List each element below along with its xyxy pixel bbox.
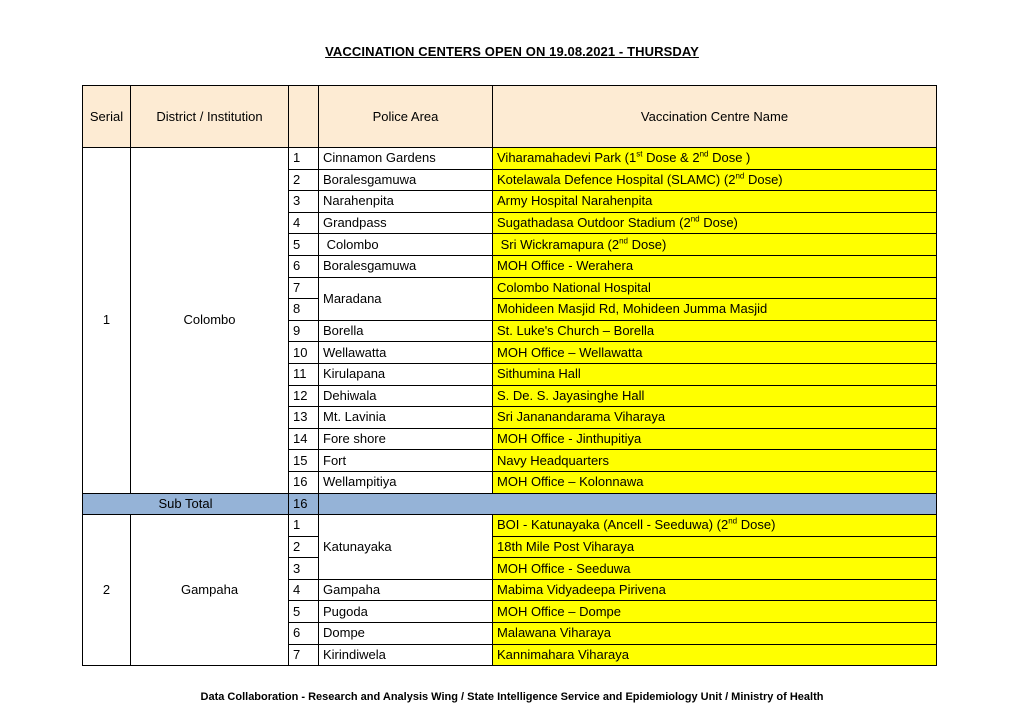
row-number: 9 bbox=[289, 320, 319, 342]
centre-cell: Mabima Vidyadeepa Pirivena bbox=[493, 579, 937, 601]
subtotal-label: Sub Total bbox=[83, 493, 289, 515]
centre-cell: MOH Office - Werahera bbox=[493, 255, 937, 277]
row-number: 11 bbox=[289, 363, 319, 385]
row-number: 7 bbox=[289, 277, 319, 299]
centre-cell: Malawana Viharaya bbox=[493, 623, 937, 645]
row-number: 14 bbox=[289, 428, 319, 450]
header-police-area: Police Area bbox=[319, 86, 493, 148]
header-number bbox=[289, 86, 319, 148]
centre-cell: Colombo National Hospital bbox=[493, 277, 937, 299]
centre-cell: MOH Office - Jinthupitiya bbox=[493, 428, 937, 450]
police-area-cell: Dehiwala bbox=[319, 385, 493, 407]
police-area-cell: Grandpass bbox=[319, 212, 493, 234]
centre-cell: St. Luke's Church – Borella bbox=[493, 320, 937, 342]
police-area-cell: Wellampitiya bbox=[319, 471, 493, 493]
district-cell: Gampaha bbox=[131, 515, 289, 666]
subtotal-value: 16 bbox=[289, 493, 319, 515]
centre-cell: MOH Office – Dompe bbox=[493, 601, 937, 623]
row-number: 2 bbox=[289, 169, 319, 191]
row-number: 3 bbox=[289, 191, 319, 213]
row-number: 16 bbox=[289, 471, 319, 493]
subtotal-row bbox=[83, 493, 937, 515]
police-area-cell: Pugoda bbox=[319, 601, 493, 623]
subtotal-empty bbox=[319, 493, 937, 515]
vaccination-centers-table bbox=[82, 85, 937, 666]
centre-cell: MOH Office – Kolonnawa bbox=[493, 471, 937, 493]
table-header-row bbox=[83, 86, 937, 148]
district-cell: Colombo bbox=[131, 148, 289, 494]
serial-cell: 1 bbox=[83, 148, 131, 494]
centre-cell: Navy Headquarters bbox=[493, 450, 937, 472]
header-district: District / Institution bbox=[131, 86, 289, 148]
row-number: 15 bbox=[289, 450, 319, 472]
row-number: 2 bbox=[289, 536, 319, 558]
police-area-cell: Narahenpita bbox=[319, 191, 493, 213]
centre-cell: Sri Jananandarama Viharaya bbox=[493, 407, 937, 429]
centre-cell: Army Hospital Narahenpita bbox=[493, 191, 937, 213]
centre-cell: Kannimahara Viharaya bbox=[493, 644, 937, 666]
centre-cell: BOI - Katunayaka (Ancell - Seeduwa) (2nd Dose) bbox=[493, 515, 937, 537]
row-number: 1 bbox=[289, 515, 319, 537]
row-number: 3 bbox=[289, 558, 319, 580]
centre-cell: MOH Office - Seeduwa bbox=[493, 558, 937, 580]
centre-cell: MOH Office – Wellawatta bbox=[493, 342, 937, 364]
serial-cell: 2 bbox=[83, 515, 131, 666]
table-row bbox=[83, 515, 937, 537]
row-number: 7 bbox=[289, 644, 319, 666]
centre-cell: Sri Wickramapura (2nd Dose) bbox=[493, 234, 937, 256]
police-area-cell: Maradana bbox=[319, 277, 493, 320]
police-area-cell: Katunayaka bbox=[319, 515, 493, 580]
table-row bbox=[83, 148, 937, 170]
centre-cell: 18th Mile Post Viharaya bbox=[493, 536, 937, 558]
police-area-cell: Gampaha bbox=[319, 579, 493, 601]
row-number: 4 bbox=[289, 212, 319, 234]
police-area-cell: Boralesgamuwa bbox=[319, 255, 493, 277]
police-area-cell: Boralesgamuwa bbox=[319, 169, 493, 191]
row-number: 1 bbox=[289, 148, 319, 170]
row-number: 8 bbox=[289, 299, 319, 321]
police-area-cell: Fore shore bbox=[319, 428, 493, 450]
row-number: 12 bbox=[289, 385, 319, 407]
row-number: 4 bbox=[289, 579, 319, 601]
row-number: 13 bbox=[289, 407, 319, 429]
police-area-cell: Colombo bbox=[319, 234, 493, 256]
police-area-cell: Borella bbox=[319, 320, 493, 342]
police-area-cell: Dompe bbox=[319, 623, 493, 645]
header-centre: Vaccination Centre Name bbox=[493, 86, 937, 148]
police-area-cell: Kirulapana bbox=[319, 363, 493, 385]
police-area-cell: Mt. Lavinia bbox=[319, 407, 493, 429]
footer-credit: Data Collaboration - Research and Analysis Wing / State Intelligence Service and Epidemiology Unit / Ministry of Health bbox=[200, 691, 824, 703]
centre-cell: Mohideen Masjid Rd, Mohideen Jumma Masjid bbox=[493, 299, 937, 321]
centre-cell: Viharamahadevi Park (1st Dose & 2nd Dose ) bbox=[493, 148, 937, 170]
page-title: VACCINATION CENTERS OPEN ON 19.08.2021 - THURSDAY bbox=[325, 44, 699, 59]
police-area-cell: Fort bbox=[319, 450, 493, 472]
centre-cell: Sugathadasa Outdoor Stadium (2nd Dose) bbox=[493, 212, 937, 234]
row-number: 10 bbox=[289, 342, 319, 364]
police-area-cell: Kirindiwela bbox=[319, 644, 493, 666]
police-area-cell: Cinnamon Gardens bbox=[319, 148, 493, 170]
header-serial: Serial bbox=[83, 86, 131, 148]
row-number: 6 bbox=[289, 255, 319, 277]
row-number: 5 bbox=[289, 234, 319, 256]
centre-cell: Sithumina Hall bbox=[493, 363, 937, 385]
row-number: 6 bbox=[289, 623, 319, 645]
centre-cell: S. De. S. Jayasinghe Hall bbox=[493, 385, 937, 407]
centre-cell: Kotelawala Defence Hospital (SLAMC) (2nd Dose) bbox=[493, 169, 937, 191]
row-number: 5 bbox=[289, 601, 319, 623]
police-area-cell: Wellawatta bbox=[319, 342, 493, 364]
